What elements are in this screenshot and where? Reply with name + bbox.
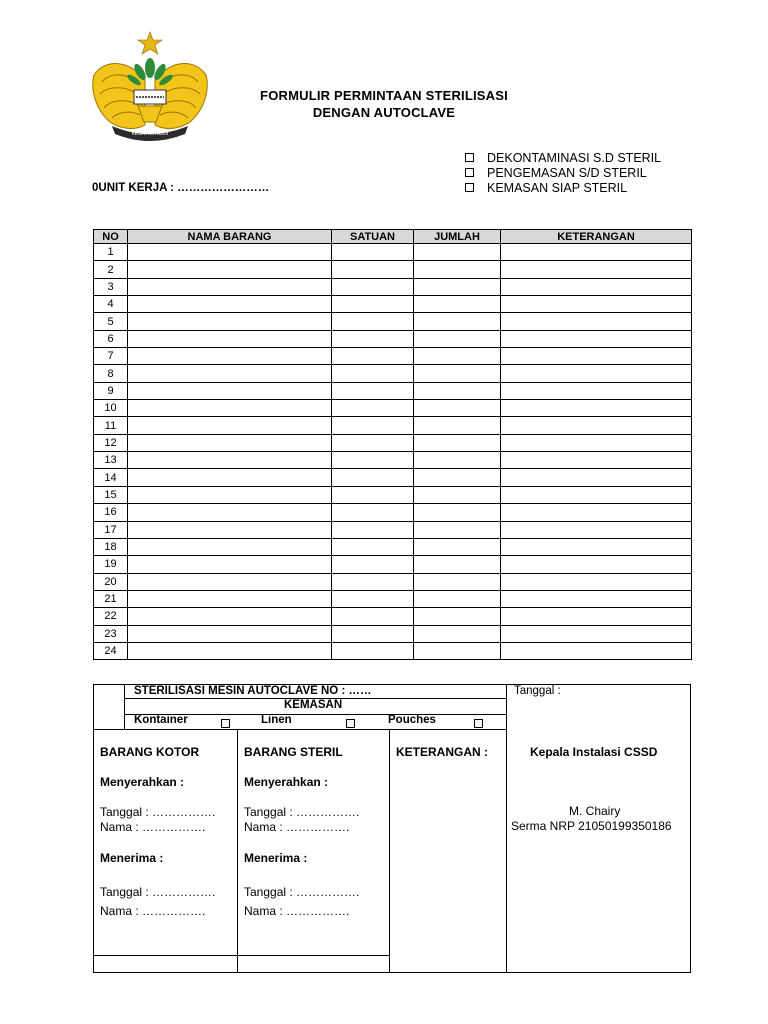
row-keterangan[interactable] (501, 348, 692, 365)
row-satuan[interactable] (332, 244, 414, 261)
mesin-autoclave-no: STERILISASI MESIN AUTOCLAVE NO : …… (134, 685, 372, 697)
row-no: 19 (94, 556, 128, 573)
signer-rank: Serma NRP 21050199350186 (511, 819, 672, 833)
row-nama-barang[interactable] (128, 278, 332, 295)
row-jumlah[interactable] (414, 486, 501, 503)
kotor-serah-tanggal[interactable]: Tanggal : ……………. (100, 805, 216, 819)
row-satuan[interactable] (332, 590, 414, 607)
option-dekontaminasi[interactable] (465, 150, 661, 165)
row-keterangan[interactable] (501, 590, 692, 607)
row-no: 9 (94, 382, 128, 399)
row-jumlah[interactable] (414, 573, 501, 590)
form-title-line2: DENGAN AUTOCLAVE (312, 105, 456, 120)
kotor-terima-nama[interactable]: Nama : ……………. (100, 904, 206, 918)
row-no: 20 (94, 573, 128, 590)
steril-terima-nama[interactable]: Nama : ……………. (244, 904, 350, 918)
option-kemasan-siap[interactable] (465, 180, 661, 195)
row-keterangan[interactable] (501, 452, 692, 469)
table-row (94, 365, 692, 382)
kontainer-label: Kontainer (134, 714, 188, 726)
row-no: 14 (94, 469, 128, 486)
row-satuan[interactable] (332, 642, 414, 659)
row-no: 15 (94, 486, 128, 503)
row-no: 11 (94, 417, 128, 434)
table-row (94, 400, 692, 417)
header-keterangan: KETERANGAN (501, 230, 692, 244)
items-table (93, 229, 692, 660)
table-row (94, 261, 692, 278)
steril-menyerahkan: Menyerahkan : (244, 775, 329, 789)
keterangan-heading: KETERANGAN : (396, 745, 488, 759)
row-satuan[interactable] (332, 573, 414, 590)
row-nama-barang[interactable] (128, 469, 332, 486)
row-keterangan[interactable] (501, 573, 692, 590)
row-keterangan[interactable] (501, 330, 692, 347)
row-nama-barang[interactable] (128, 382, 332, 399)
row-jumlah[interactable] (414, 504, 501, 521)
option-pengemasan[interactable] (465, 165, 661, 180)
row-jumlah[interactable] (414, 642, 501, 659)
table-row (94, 521, 692, 538)
row-keterangan[interactable] (501, 504, 692, 521)
row-no: 6 (94, 330, 128, 347)
row-jumlah[interactable] (414, 538, 501, 555)
row-jumlah[interactable] (414, 417, 501, 434)
row-satuan[interactable] (332, 278, 414, 295)
row-satuan[interactable] (332, 400, 414, 417)
row-jumlah[interactable] (414, 590, 501, 607)
row-nama-barang[interactable] (128, 348, 332, 365)
row-jumlah[interactable] (414, 313, 501, 330)
row-no: 3 (94, 278, 128, 295)
table-row (94, 296, 692, 313)
table-row (94, 625, 692, 642)
row-no: 22 (94, 608, 128, 625)
linen-checkbox[interactable] (346, 719, 355, 728)
row-no: 8 (94, 365, 128, 382)
pouches-checkbox[interactable] (474, 719, 483, 728)
row-nama-barang[interactable] (128, 590, 332, 607)
row-no: 10 (94, 400, 128, 417)
checkbox-icon[interactable] (465, 168, 474, 177)
row-satuan[interactable] (332, 330, 414, 347)
header-satuan: SATUAN (332, 230, 414, 244)
row-jumlah[interactable] (414, 296, 501, 313)
row-keterangan[interactable] (501, 382, 692, 399)
row-no: 5 (94, 313, 128, 330)
pouches-label: Pouches (388, 714, 436, 726)
row-satuan[interactable] (332, 313, 414, 330)
row-keterangan[interactable] (501, 296, 692, 313)
row-keterangan[interactable] (501, 469, 692, 486)
row-satuan[interactable] (332, 261, 414, 278)
row-satuan[interactable] (332, 417, 414, 434)
row-nama-barang[interactable] (128, 296, 332, 313)
table-row (94, 417, 692, 434)
table-row (94, 382, 692, 399)
checkbox-icon[interactable] (465, 183, 474, 192)
unit-kerja-field[interactable]: 0UNIT KERJA : …………………… (92, 182, 270, 194)
kemasan-label: KEMASAN (284, 699, 343, 711)
row-no: 18 (94, 538, 128, 555)
row-jumlah[interactable] (414, 348, 501, 365)
row-nama-barang[interactable] (128, 521, 332, 538)
table-row (94, 348, 692, 365)
row-jumlah[interactable] (414, 330, 501, 347)
row-nama-barang[interactable] (128, 642, 332, 659)
table-row (94, 573, 692, 590)
row-keterangan[interactable] (501, 556, 692, 573)
row-keterangan[interactable] (501, 538, 692, 555)
row-nama-barang[interactable] (128, 313, 332, 330)
header-jumlah: JUMLAH (414, 230, 501, 244)
logo-motto: KESATRIA ABDI (131, 131, 169, 137)
form-title-line1: FORMULIR PERMINTAAN STERILISASI (260, 88, 508, 103)
table-row (94, 608, 692, 625)
row-no: 24 (94, 642, 128, 659)
row-jumlah[interactable] (414, 625, 501, 642)
row-jumlah[interactable] (414, 608, 501, 625)
linen-label: Linen (261, 714, 292, 726)
barang-kotor-heading: BARANG KOTOR (100, 745, 200, 759)
row-nama-barang[interactable] (128, 261, 332, 278)
row-satuan[interactable] (332, 365, 414, 382)
option-label: DEKONTAMINASI S.D STERIL (487, 150, 662, 165)
row-nama-barang[interactable] (128, 330, 332, 347)
kepala-instalasi-title: Kepala Instalasi CSSD (530, 745, 658, 759)
row-keterangan[interactable] (501, 625, 692, 642)
row-nama-barang[interactable] (128, 556, 332, 573)
row-keterangan[interactable] (501, 417, 692, 434)
row-jumlah[interactable] (414, 261, 501, 278)
row-nama-barang[interactable] (128, 486, 332, 503)
table-row (94, 642, 692, 659)
table-row (94, 556, 692, 573)
tanggal-right: Tanggal : (514, 685, 561, 697)
sterilization-options (465, 150, 661, 195)
row-satuan[interactable] (332, 521, 414, 538)
table-row (94, 469, 692, 486)
row-keterangan[interactable] (501, 434, 692, 451)
option-label: PENGEMASAN S/D STERIL (487, 165, 647, 180)
row-no: 7 (94, 348, 128, 365)
table-row (94, 278, 692, 295)
table-row (94, 434, 692, 451)
row-keterangan[interactable] (501, 521, 692, 538)
row-satuan[interactable] (332, 469, 414, 486)
row-satuan[interactable] (332, 348, 414, 365)
row-no: 12 (94, 434, 128, 451)
option-label: KEMASAN SIAP STERIL (487, 180, 628, 195)
row-jumlah[interactable] (414, 469, 501, 486)
row-nama-barang[interactable] (128, 452, 332, 469)
table-row (94, 538, 692, 555)
row-no: 17 (94, 521, 128, 538)
barang-steril-heading: BARANG STERIL (244, 745, 343, 759)
row-no: 4 (94, 296, 128, 313)
row-jumlah[interactable] (414, 434, 501, 451)
table-row (94, 244, 692, 261)
row-keterangan[interactable] (501, 244, 692, 261)
army-emblem-logo (90, 30, 210, 145)
row-keterangan[interactable] (501, 261, 692, 278)
row-nama-barang[interactable] (128, 434, 332, 451)
checkbox-icon[interactable] (465, 153, 474, 162)
table-row (94, 504, 692, 521)
row-satuan[interactable] (332, 296, 414, 313)
row-keterangan[interactable] (501, 278, 692, 295)
row-jumlah[interactable] (414, 365, 501, 382)
row-nama-barang[interactable] (128, 244, 332, 261)
row-satuan[interactable] (332, 625, 414, 642)
row-keterangan[interactable] (501, 642, 692, 659)
row-satuan[interactable] (332, 556, 414, 573)
row-nama-barang[interactable] (128, 538, 332, 555)
table-row (94, 452, 692, 469)
row-keterangan[interactable] (501, 486, 692, 503)
row-jumlah[interactable] (414, 521, 501, 538)
row-satuan[interactable] (332, 486, 414, 503)
row-satuan[interactable] (332, 452, 414, 469)
steril-terima-tanggal[interactable]: Tanggal : ……………. (244, 885, 360, 899)
row-nama-barang[interactable] (128, 504, 332, 521)
row-no: 21 (94, 590, 128, 607)
row-jumlah[interactable] (414, 382, 501, 399)
kotor-menerima: Menerima : (100, 851, 164, 865)
row-nama-barang[interactable] (128, 608, 332, 625)
row-keterangan[interactable] (501, 313, 692, 330)
table-row (94, 590, 692, 607)
row-satuan[interactable] (332, 434, 414, 451)
row-satuan[interactable] (332, 538, 414, 555)
row-jumlah[interactable] (414, 452, 501, 469)
row-nama-barang[interactable] (128, 625, 332, 642)
row-keterangan[interactable] (501, 365, 692, 382)
row-no: 23 (94, 625, 128, 642)
table-row (94, 330, 692, 347)
signer-name: M. Chairy (569, 804, 621, 818)
row-jumlah[interactable] (414, 244, 501, 261)
row-satuan[interactable] (332, 608, 414, 625)
row-no: 13 (94, 452, 128, 469)
row-no: 1 (94, 244, 128, 261)
row-nama-barang[interactable] (128, 573, 332, 590)
row-jumlah[interactable] (414, 400, 501, 417)
kotor-menyerahkan: Menyerahkan : (100, 775, 185, 789)
row-satuan[interactable] (332, 382, 414, 399)
table-row (94, 313, 692, 330)
row-nama-barang[interactable] (128, 400, 332, 417)
steril-menerima: Menerima : (244, 851, 308, 865)
row-nama-barang[interactable] (128, 417, 332, 434)
kotor-terima-tanggal[interactable]: Tanggal : ……………. (100, 885, 216, 899)
row-no: 2 (94, 261, 128, 278)
steril-serah-nama[interactable]: Nama : ……………. (244, 820, 350, 834)
steril-serah-tanggal[interactable]: Tanggal : ……………. (244, 805, 360, 819)
row-no: 16 (94, 504, 128, 521)
row-keterangan[interactable] (501, 608, 692, 625)
header-nama-barang: NAMA BARANG (128, 230, 332, 244)
row-jumlah[interactable] (414, 278, 501, 295)
header-no: NO (94, 230, 128, 244)
row-nama-barang[interactable] (128, 365, 332, 382)
row-keterangan[interactable] (501, 400, 692, 417)
bottom-section (93, 684, 691, 973)
kontainer-checkbox[interactable] (221, 719, 230, 728)
row-satuan[interactable] (332, 504, 414, 521)
kotor-serah-nama[interactable]: Nama : ……………. (100, 820, 206, 834)
table-row (94, 486, 692, 503)
row-jumlah[interactable] (414, 556, 501, 573)
